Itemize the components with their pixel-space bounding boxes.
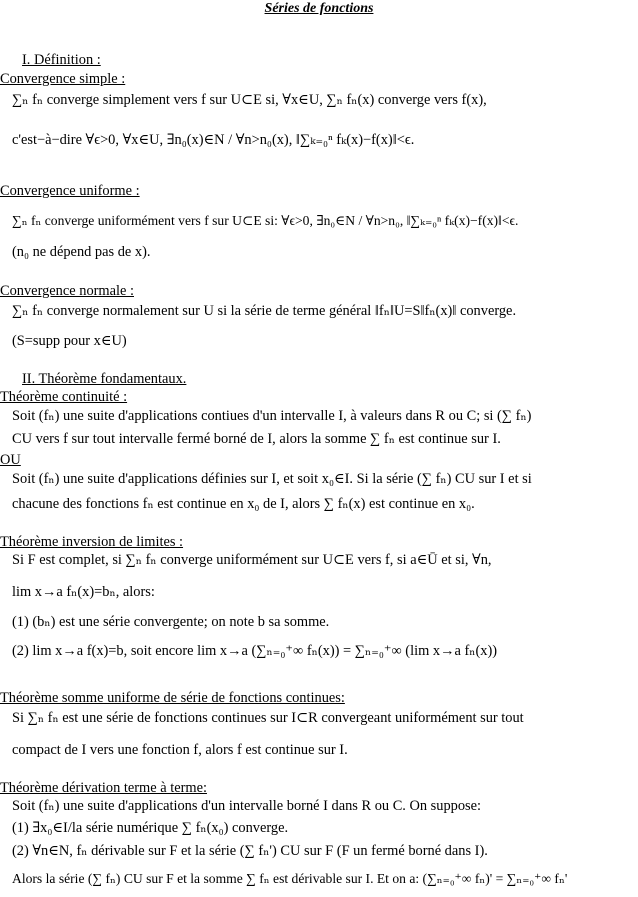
- text-line: (S=supp pour x∈U): [12, 333, 127, 349]
- text-line: OU: [0, 452, 21, 468]
- text-line: c'est−à−dire ∀ϵ>0, ∀x∈U, ∃n₀(x)∈N / ∀n>n₀(x), ‖∑ₖ₌₀ⁿ fₖ(x)−f(x)‖<ϵ.: [12, 132, 415, 148]
- text-line: (1) (bₙ) est une série convergente; on note b sa somme.: [12, 614, 330, 630]
- subheading-convergence-normale: Convergence normale :: [0, 283, 134, 299]
- text-line: Alors la série (∑ fₙ) CU sur F et la somme ∑ fₙ est dérivable sur I. Et on a: (∑ₙ₌₀⁺∞ fₙ)' = ∑ₙ₌₀⁺∞ fₙ': [12, 871, 568, 886]
- subheading-theoreme-continuite: Théorème continuité :: [0, 389, 128, 405]
- text-line: (2) ∀n∈N, fₙ dérivable sur F et la série (∑ fₙ') CU sur F (F un fermé borné dans I).: [12, 843, 488, 859]
- subheading-convergence-simple: Convergence simple :: [0, 71, 126, 87]
- text-line: Soit (fₙ) une suite d'applications d'un intervalle borné I dans R ou C. On suppose:: [12, 798, 482, 814]
- text-line: chacune des fonctions fₙ est continue en x₀ de I, alors ∑ fₙ(x) est continue en x₀.: [12, 496, 475, 512]
- subheading-theoreme-inversion: Théorème inversion de limites :: [0, 534, 184, 550]
- subheading-convergence-uniforme: Convergence uniforme :: [0, 183, 140, 199]
- text-line: ∑ₙ fₙ converge uniformément vers f sur U⊂E si: ∀ϵ>0, ∃n₀∈N / ∀n>n₀, ‖∑ₖ₌₀ⁿ fₖ(x)−f(x)‖<ϵ.: [12, 213, 519, 228]
- subheading-theoreme-somme-uniforme: Théorème somme uniforme de série de fonctions continues:: [0, 690, 345, 706]
- text-line: (1) ∃x₀∈I/la série numérique ∑ fₙ(x₀) converge.: [12, 820, 289, 836]
- text-line: Soit (fₙ) une suite d'applications définies sur I, et soit x₀∈I. Si la série (∑ fₙ) CU sur I et si: [12, 471, 532, 487]
- section-heading-definition: I. Définition :: [22, 52, 101, 68]
- text-line: Si F est complet, si ∑ₙ fₙ converge uniformément sur U⊂E vers f, si a∈Ū et si, ∀n,: [12, 552, 492, 568]
- text-line: (2) lim x→a f(x)=b, soit encore lim x→a (∑ₙ₌₀⁺∞ fₙ(x)) = ∑ₙ₌₀⁺∞ (lim x→a fₙ(x)): [12, 643, 498, 659]
- page-title: Séries de fonctions: [264, 1, 374, 16]
- section-heading-theoremes: II. Théorème fondamentaux.: [22, 371, 187, 387]
- text-line: ∑ₙ fₙ converge simplement vers f sur U⊂E si, ∀x∈U, ∑ₙ fₙ(x) converge vers f(x),: [12, 92, 487, 108]
- text-line: ∑ₙ fₙ converge normalement sur U si la série de terme général ‖fₙ‖U=S‖fₙ(x)‖ converge.: [12, 303, 517, 319]
- subheading-theoreme-derivation: Théorème dérivation terme à terme:: [0, 780, 207, 796]
- text-line: Soit (fₙ) une suite d'applications contiues d'un intervalle I, à valeurs dans R ou C; si (∑ fₙ): [12, 408, 532, 424]
- text-line: lim x→a fₙ(x)=bₙ, alors:: [12, 584, 155, 600]
- text-line: CU vers f sur tout intervalle fermé borné de I, alors la somme ∑ fₙ est continue sur I.: [12, 431, 501, 447]
- text-line: compact de I vers une fonction f, alors f est continue sur I.: [12, 742, 348, 758]
- text-line: Si ∑ₙ fₙ est une série de fonctions continues sur I⊂R convergeant uniformément sur tout: [12, 710, 524, 726]
- text-line: (n₀ ne dépend pas de x).: [12, 244, 151, 260]
